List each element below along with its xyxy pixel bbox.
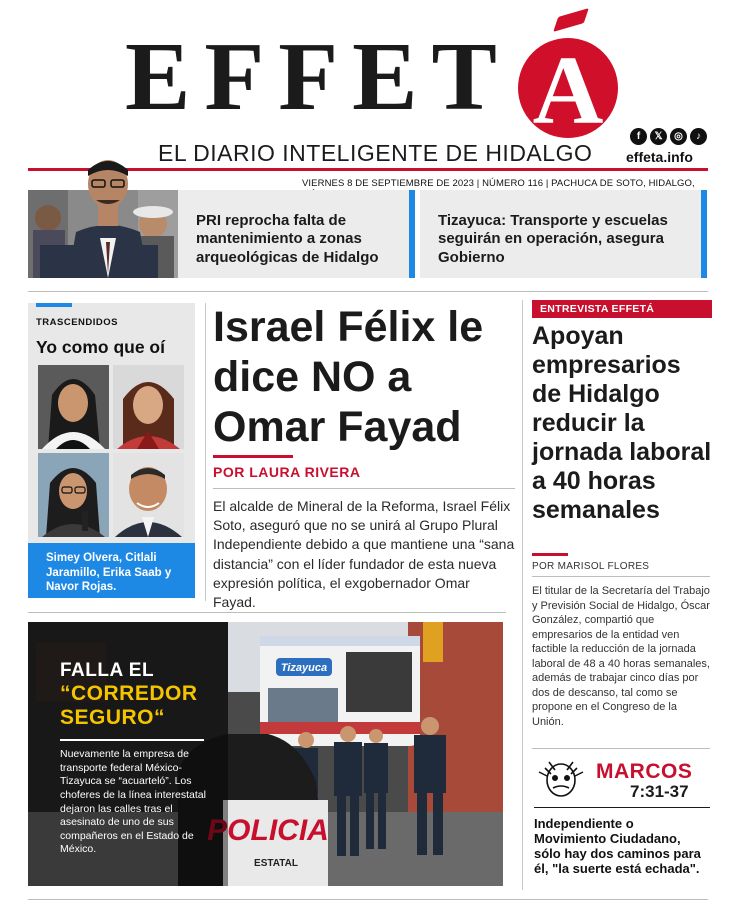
marcos-divider [534,807,710,808]
interview-divider [532,576,710,577]
logo-wordmark[interactable]: EFFET [125,23,511,131]
teaser-card-tizayuca[interactable] [420,190,707,278]
dateline: VIERNES 8 DE SEPTIEMBRE DE 2023 | NÚMERO 116 | PACHUCA DE SOTO, HIDALGO, [302,178,695,189]
marcos-caricature-icon [537,758,585,800]
footer-divider [28,899,708,900]
interview-tag: ENTREVISTA EFFETÁ [532,300,712,318]
marcos-text: Independiente o Movimiento Ciudadano, sólo hay dos caminos para él, "la suerte está echada". [534,816,701,876]
trascendidos-accent-bar [36,303,72,307]
trascendidos-label: TRASCENDIDOS [36,317,119,328]
portrait-photo [38,453,109,537]
logo-accent-letter: A [532,37,604,145]
logo-accent-mark[interactable] [510,8,620,145]
x-icon[interactable]: 𝕏 [650,128,667,145]
trascendidos-title[interactable]: Yo como que oí [36,337,165,357]
logo-acute-accent [553,8,589,32]
section-divider [532,748,710,749]
teaser-headline[interactable]: PRI reprocha falta de mantenimiento a zonas arqueológicas de Hidalgo [196,212,379,266]
social-links [630,128,707,145]
main-byline: POR LAURA RIVERA [213,464,361,480]
trascendidos-box[interactable] [28,303,195,598]
interview-headline[interactable]: Apoyan empresarios de Hidalgo reducir la jornada laboral a 40 horas semanales [532,322,712,524]
section-divider [28,291,708,292]
police-car-sublabel: ESTATAL [254,858,298,869]
instagram-icon[interactable]: ◎ [670,128,687,145]
portrait-photo [38,365,109,449]
section-divider [28,612,506,613]
byline-accent-bar [213,455,293,458]
website-link[interactable]: effeta.info [626,149,693,165]
marcos-verse: 7:31-37 [630,782,689,801]
portrait-grid [38,365,184,537]
marcos-title: MARCOS [596,760,693,783]
teaser-accent-bar [409,190,415,278]
column-divider [522,300,523,890]
feature-divider [60,739,204,741]
teaser-photo-politician [28,190,178,278]
tagline: EL DIARIO INTELIGENTE DE HIDALGO [158,140,593,166]
police-car-lettering: POLICIA [207,814,329,847]
feature-kicker: FALLA EL [60,660,155,681]
main-headline[interactable]: Israel Félix le dice NO a Omar Fayad [213,303,484,451]
portrait-photo [113,365,184,449]
main-body: El alcalde de Mineral de la Reforma, Israel Félix Soto, aseguró que no se unirá al Grupo Plural Independiente debido a que mantiene una “sana distancia” con el líder fundador de esta nueva expresión política, el exgobernador Omar Fayad. [213,498,515,610]
facebook-icon[interactable]: f [630,128,647,145]
interview-accent-bar [532,553,568,556]
portrait-photo [113,453,184,537]
interview-body: El titular de la Secretaría del Trabajo y Previsión Social de Hidalgo, Óscar González, compartió que empresarios de la entidad ven factible la reducción de la jornada laboral de 48 a 40 horas semanales, además de trabajar cinco días por dos de descanso, tal como se propone en el Congreso de la Unión. [532,585,710,728]
bus-sign-text: Tizayuca [280,662,328,674]
interview-byline: POR MARISOL FLORES [532,561,650,572]
feature-photo-story[interactable] [28,622,503,886]
masthead-divider [28,168,708,171]
tiktok-icon[interactable]: ♪ [690,128,707,145]
feature-title[interactable]: “CORREDOR SEGURO“ [60,682,198,729]
feature-body: Nuevamente la empresa de transporte federal México-Tizayuca se “acuarteló”. Los choferes de la línea interestatal dejaron las calles tras el asesinato de uno de sus compañeros en el Estado de México. [60,748,206,856]
teaser-headline[interactable]: Tizayuca: Transporte y escuelas seguirán en operación, asegura Gobierno [438,212,668,266]
column-divider [205,303,206,601]
masthead [0,0,735,189]
trascendidos-names: Simey Olvera, Citlali Jaramillo, Erika Saab y Navor Rojas. [28,543,195,598]
byline-divider [213,488,515,489]
